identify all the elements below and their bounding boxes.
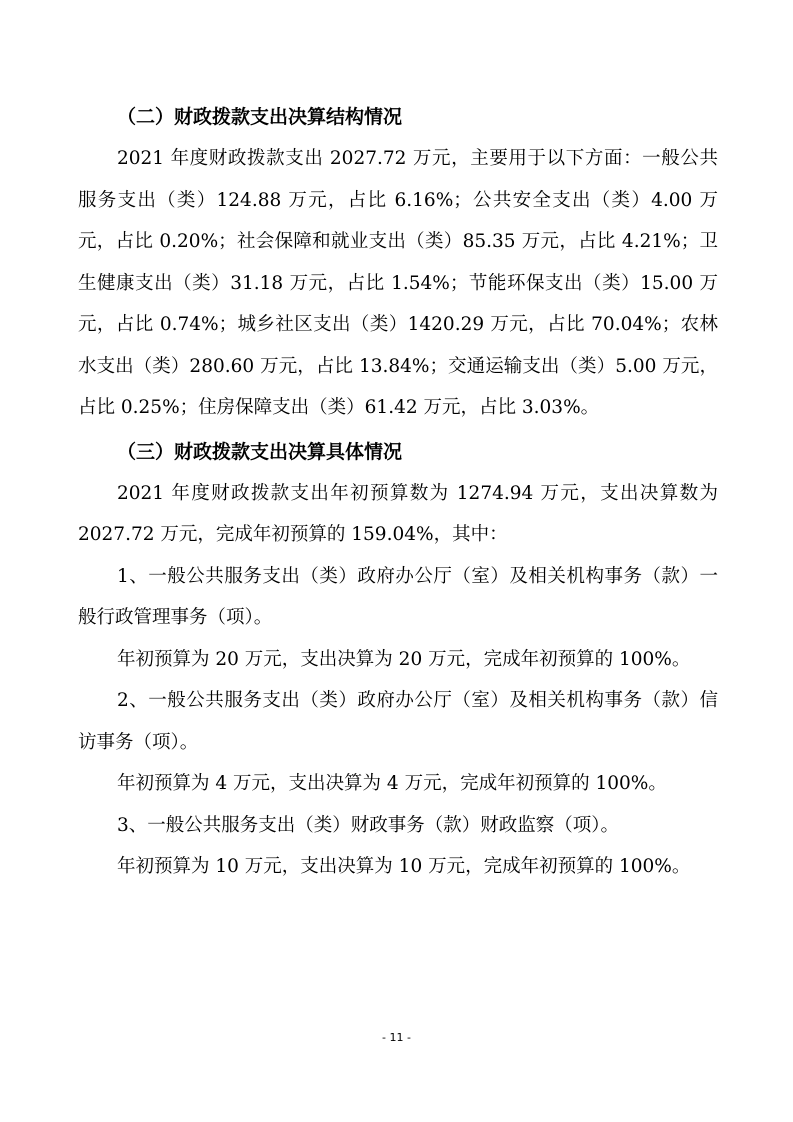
paragraph-budget-overview: 2021 年度财政拨款支出年初预算数为 1274.94 万元，支出决算数为 2027.72 万元，完成年初预算的 159.04%，其中：: [78, 482, 718, 545]
paragraph-expenditure-structure: 2021 年度财政拨款支出 2027.72 万元，主要用于以下方面：一般公共服务支出（类）124.88 万元，占比 6.16%；公共安全支出（类）4.00 万元，占比 0.20%；社会保障和就业支出（类）85.35 万元，占比 4.21%；卫生健康支出（类）31.18 万元，占比 1.54%；节能环保支出（类）15.00 万元，占比 0.74%；城乡社区支出（类）1420.29 万元，占比 70.04%；农林水支出（类）280.60 万元，占比 13.84%；交通运输支出（类）5.00 万元，占比 0.25%；住房保障支出（类）61.42 万元，占比 3.03%。: [78, 148, 718, 418]
item-2-detail: 年初预算为 4 万元，支出决算为 4 万元，完成年初预算的 100%。: [117, 773, 667, 794]
page-number: - 11 -: [382, 1031, 411, 1044]
item-3-detail: 年初预算为 10 万元，支出决算为 10 万元，完成年初预算的 100%。: [117, 856, 691, 877]
section-heading-details: （三）财政拨款支出决算具体情况: [117, 440, 403, 463]
item-1-detail: 年初预算为 20 万元，支出决算为 20 万元，完成年初预算的 100%。: [117, 648, 691, 670]
item-3-title: 3、一般公共服务支出（类）财政事务（款）财政监察（项）。: [117, 814, 620, 836]
document-body: [78, 96, 718, 888]
section-heading-structure: （二）财政拨款支出决算结构情况: [117, 106, 403, 128]
item-2-title: 2、一般公共服务支出（类）政府办公厅（室）及相关机构事务（款）信访事务（项）。: [78, 690, 718, 753]
item-1-title: 1、一般公共服务支出（类）政府办公厅（室）及相关机构事务（款）一般行政管理事务（项）。: [78, 565, 718, 628]
